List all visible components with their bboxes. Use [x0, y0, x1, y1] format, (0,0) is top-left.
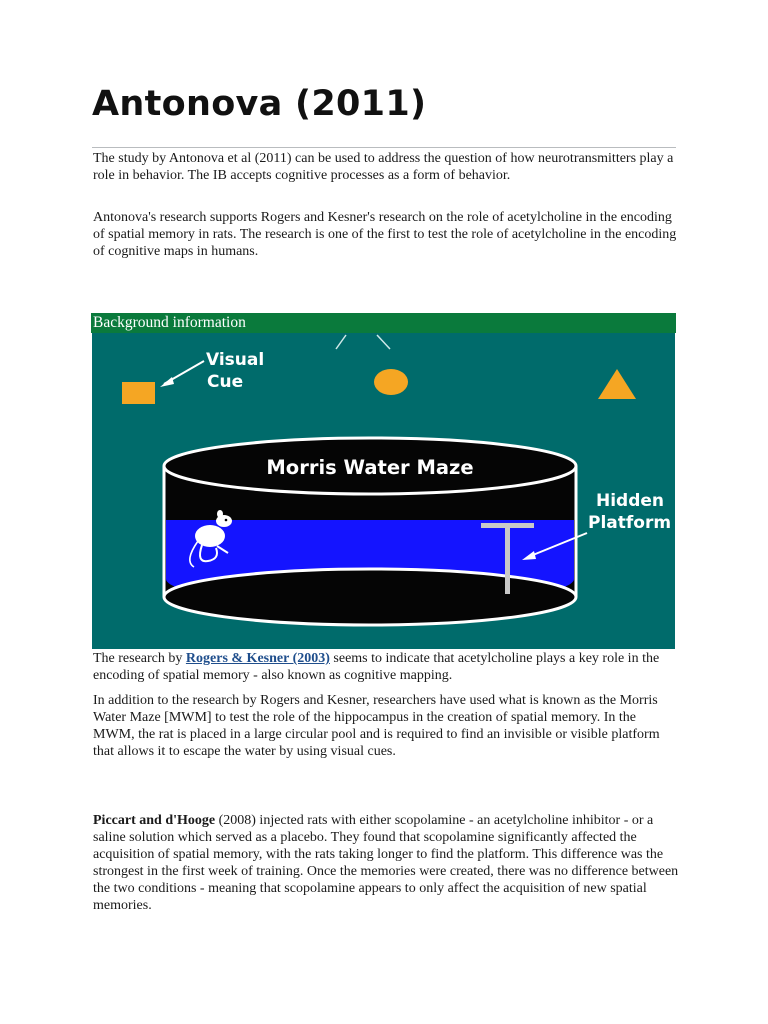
rogers-paragraph [93, 650, 679, 684]
light-beam-right [377, 335, 390, 349]
rogers-text-after: seems to indicate that acetylcholine plays a key role in the encoding of spatial memory - also known as cognitive mapping. [93, 651, 660, 683]
maze-diagram [92, 333, 675, 649]
triangle-cue-icon [598, 369, 636, 399]
section-heading-background: Background information [91, 313, 676, 333]
hidden-platform-label-line2: Platform [588, 513, 672, 533]
rogers-kesner-link[interactable]: Rogers & Kesner (2003) [185, 651, 330, 666]
maze-title: Morris Water Maze [266, 456, 474, 479]
intro-paragraph-2: Antonova's research supports Rogers and Kesner's research on the role of acetylcholine in the encoding of spatial memory in rats. The research is one of the first to test the role of acetylcholine in the encoding of cognitive maps in humans. [93, 210, 677, 259]
square-cue-icon [122, 382, 155, 404]
mwm-paragraph: In addition to the research by Rogers and Kesner, researchers have used what is known as the Morris Water Maze [MWM] to test the role of the hippocampus in the creation of spatial memory. In the MWM, the rat is placed in a large circular pool and is required to find an invisible or visible platform that allows it to escape the water by using visual cues. [93, 693, 660, 759]
platform-post-icon [505, 528, 510, 594]
piccart-text: (2008) injected rats with either scopolamine - an acetylcholine inhibitor - or a saline solution which served as a placebo. They found that scopolamine significantly affected the acquisition of spatial memory, with the rats taking longer to find the platform. This difference was the strongest in the first week of training. Once the memories were created, there was no difference between the two conditions - meaning that scopolamine appears to only affect the acquisition of new spatial memories. [93, 813, 679, 913]
platform-top-icon [481, 523, 534, 528]
visual-cue-label-line1: Visual [206, 350, 265, 370]
cue-arrow-head [160, 377, 174, 387]
light-beam-left [336, 335, 346, 349]
visual-cue-label-line2: Cue [207, 372, 244, 392]
intro-paragraph-1: The study by Antonova et al (2011) can be used to address the question of how neurotransmitters play a role in behavior. The IB accepts cognitive processes as a form of behavior. [93, 151, 674, 183]
piccart-paragraph [93, 812, 679, 914]
page-title: Antonova (2011) [92, 84, 427, 124]
circle-cue-icon [374, 369, 408, 395]
morris-water-maze-figure [92, 333, 675, 649]
hidden-platform-label-line1: Hidden [596, 491, 665, 511]
pool-bottom-rim [164, 569, 576, 625]
piccart-authors: Piccart and d'Hooge [93, 813, 216, 828]
rogers-text-before: The research by [93, 651, 186, 666]
title-divider [92, 147, 676, 148]
